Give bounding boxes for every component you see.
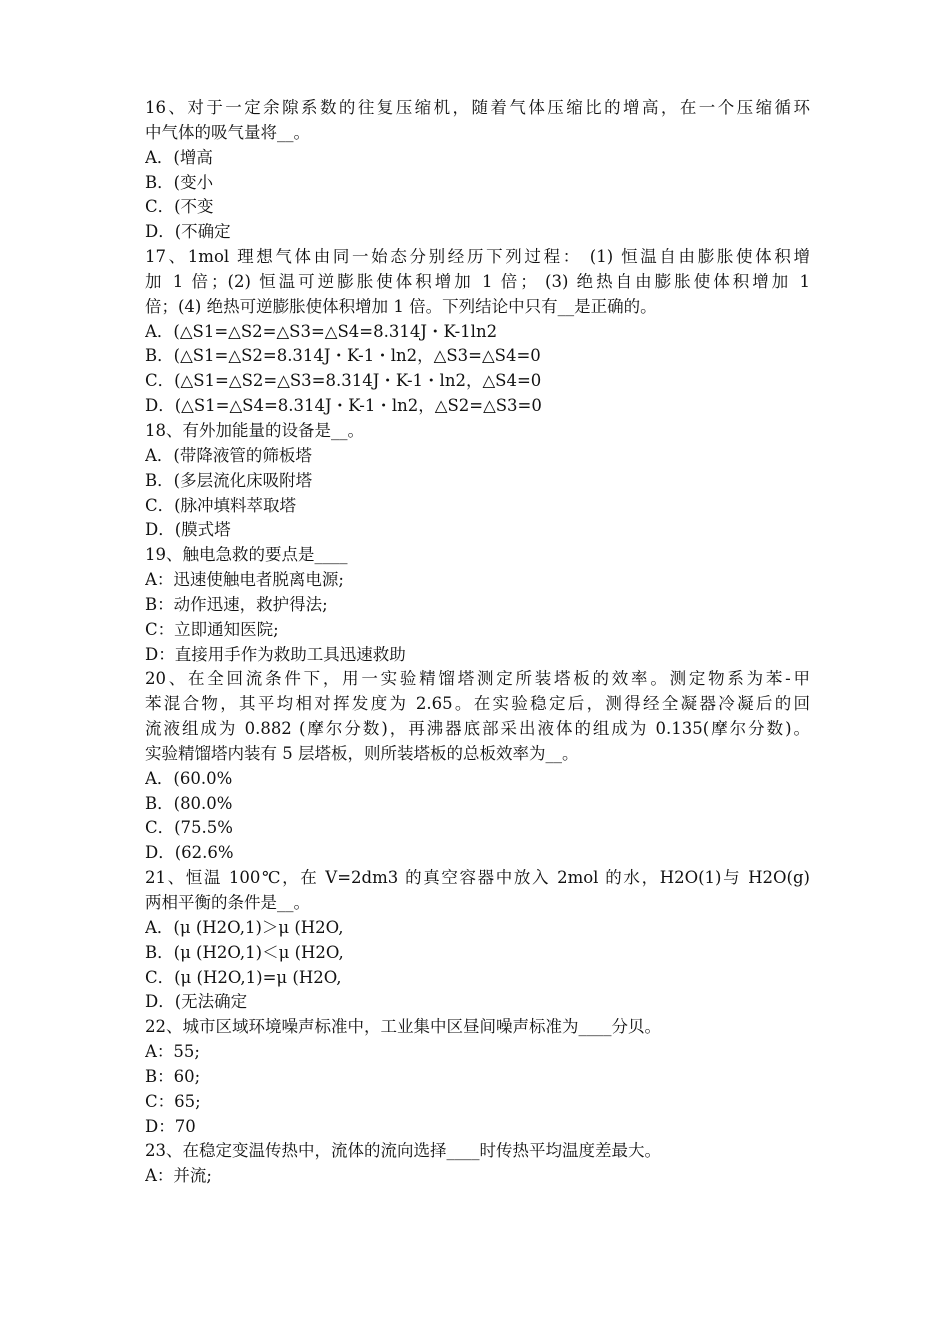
question-16 bbox=[145, 96, 810, 245]
option-d: D．(△S1=△S4=8.314J・K-1・ln2，△S2=△S3=0 bbox=[145, 396, 542, 416]
question-19 bbox=[145, 543, 810, 667]
option-c: C．(△S1=△S2=△S3=8.314J・K-1・ln2，△S4=0 bbox=[145, 371, 542, 391]
option-b: B．(变小 bbox=[145, 172, 214, 192]
option-a: A．(增高 bbox=[145, 147, 213, 167]
option-c: C：65; bbox=[145, 1091, 201, 1111]
option-d: D．(无法确定 bbox=[145, 992, 248, 1012]
option-b: B．(μ (H2O,1)＜μ (H2O, bbox=[145, 942, 344, 962]
option-b: B：60; bbox=[145, 1066, 201, 1086]
question-23 bbox=[145, 1139, 810, 1189]
question-22 bbox=[145, 1015, 810, 1139]
question-stem-line: 苯混合物，其平均相对挥发度为 2.65。在实验稳定后，测得经全凝器冷凝后的回 bbox=[145, 694, 810, 714]
option-a: A：55; bbox=[145, 1042, 200, 1062]
option-c: C：立即通知医院; bbox=[145, 619, 279, 639]
question-stem-line: 两相平衡的条件是__。 bbox=[145, 893, 310, 912]
option-d: D：直接用手作为救助工具迅速救助 bbox=[145, 644, 406, 664]
question-20 bbox=[145, 667, 810, 866]
question-18 bbox=[145, 419, 810, 543]
option-c: C．(不变 bbox=[145, 197, 214, 217]
option-c: C．(μ (H2O,1)=μ (H2O, bbox=[145, 967, 342, 987]
question-stem-line: 20、在全回流条件下，用一实验精馏塔测定所装塔板的效率。测定物系为苯-甲 bbox=[145, 669, 810, 689]
option-a: A．(μ (H2O,1)＞μ (H2O, bbox=[145, 917, 344, 937]
question-stem-line: 19、触电急救的要点是____ bbox=[145, 545, 348, 565]
option-a: A．(△S1=△S2=△S3=△S4=8.314J・K-1ln2 bbox=[145, 321, 498, 341]
question-stem-line: 22、城市区域环境噪声标准中，工业集中区昼间噪声标准为____分贝。 bbox=[145, 1017, 661, 1037]
option-c: C．(75.5% bbox=[145, 818, 233, 838]
option-c: C．(脉冲填料萃取塔 bbox=[145, 495, 297, 515]
option-b: B．(80.0% bbox=[145, 793, 233, 813]
option-a: A．(60.0% bbox=[145, 768, 233, 788]
option-d: D．(膜式塔 bbox=[145, 520, 231, 540]
question-stem-line: 17、1mol 理想气体由同一始态分别经历下列过程： (1) 恒温自由膨胀使体积增 bbox=[145, 247, 810, 267]
option-b: B．(多层流化床吸附塔 bbox=[145, 470, 313, 490]
question-21 bbox=[145, 866, 810, 1015]
option-a: A：迅速使触电者脱离电源; bbox=[145, 570, 344, 590]
question-stem-line: 16、对于一定余隙系数的往复压缩机，随着气体压缩比的增高，在一个压缩循环 bbox=[145, 98, 810, 117]
option-a: A．(带降液管的筛板塔 bbox=[145, 445, 312, 465]
question-stem-line: 流液组成为 0.882 (摩尔分数)，再沸器底部采出液体的组成为 0.135(摩尔分数)。 bbox=[145, 719, 810, 739]
question-stem-line: 加 1 倍；(2) 恒温可逆膨胀使体积增加 1 倍； (3) 绝热自由膨胀使体积增加 1 bbox=[145, 271, 810, 291]
option-d: D：70 bbox=[145, 1116, 196, 1136]
option-b: B．(△S1=△S2=8.314J・K-1・ln2，△S3=△S4=0 bbox=[145, 346, 541, 366]
option-b: B：动作迅速，救护得法; bbox=[145, 594, 328, 614]
question-stem-line: 21、恒温 100℃，在 V=2dm3 的真空容器中放入 2mol 的水，H2O(1)与 H2O(g) bbox=[145, 868, 810, 888]
question-17 bbox=[145, 245, 810, 419]
question-stem-line: 中气体的吸气量将__。 bbox=[145, 122, 310, 142]
document-page bbox=[145, 96, 810, 1189]
question-stem-line: 23、在稳定变温传热中，流体的流向选择____时传热平均温度差最大。 bbox=[145, 1141, 661, 1161]
question-stem-line: 倍；(4) 绝热可逆膨胀使体积增加 1 倍。下列结论中只有__是正确的。 bbox=[145, 296, 657, 316]
question-stem-line: 实验精馏塔内装有 5 层塔板，则所装塔板的总板效率为__。 bbox=[145, 743, 579, 763]
option-a: A：并流; bbox=[145, 1166, 212, 1186]
option-d: D．(不确定 bbox=[145, 222, 231, 242]
option-d: D．(62.6% bbox=[145, 843, 234, 863]
question-stem-line: 18、有外加能量的设备是__。 bbox=[145, 420, 364, 440]
